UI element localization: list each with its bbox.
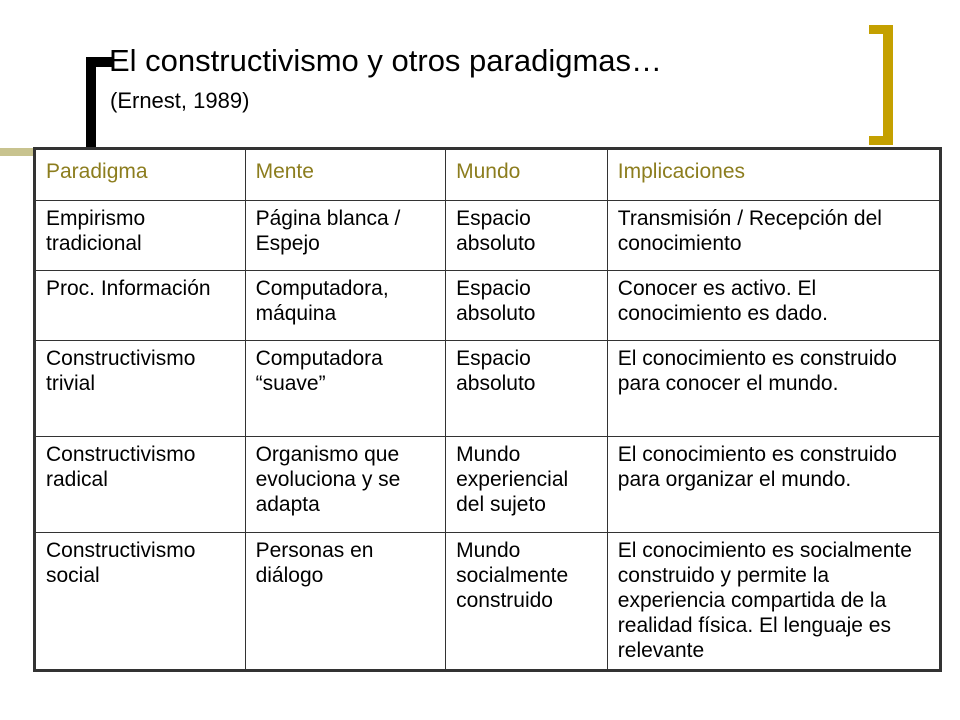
- cell-mente: Computadora, máquina: [245, 271, 446, 341]
- cell-implicaciones: Transmisión / Recepción del conocimiento: [607, 201, 940, 271]
- header-paradigma: Paradigma: [35, 149, 246, 201]
- right-bracket-bottom-decoration: [869, 136, 893, 145]
- cell-mundo: Mundo experiencial del sujeto: [446, 437, 608, 533]
- header-mundo: Mundo: [446, 149, 608, 201]
- cell-mente: Computadora “suave”: [245, 341, 446, 437]
- cell-implicaciones: El conocimiento es construido para organizar el mundo.: [607, 437, 940, 533]
- cell-implicaciones: Conocer es activo. El conocimiento es dado.: [607, 271, 940, 341]
- cell-mente: Página blanca / Espejo: [245, 201, 446, 271]
- cell-paradigma: Constructivismo radical: [35, 437, 246, 533]
- cell-paradigma: Empirismo tradicional: [35, 201, 246, 271]
- cell-mente: Personas en diálogo: [245, 533, 446, 671]
- table-row: [35, 533, 941, 671]
- cell-mundo: Espacio absoluto: [446, 201, 608, 271]
- table-row: [35, 201, 941, 271]
- table-row: [35, 437, 941, 533]
- cell-mundo: Mundo socialmente construido: [446, 533, 608, 671]
- slide-subtitle: (Ernest, 1989): [110, 88, 250, 113]
- header-implicaciones: Implicaciones: [607, 149, 940, 201]
- cell-mundo: Espacio absoluto: [446, 271, 608, 341]
- cell-mundo: Espacio absoluto: [446, 341, 608, 437]
- table-row: [35, 271, 941, 341]
- table-header-row: [35, 149, 941, 201]
- cell-paradigma: Constructivismo social: [35, 533, 246, 671]
- decorative-olive-line: [0, 148, 36, 156]
- right-bracket-decoration: [883, 25, 893, 145]
- cell-implicaciones: El conocimiento es construido para conocer el mundo.: [607, 341, 940, 437]
- table-row: [35, 341, 941, 437]
- cell-mente: Organismo que evoluciona y se adapta: [245, 437, 446, 533]
- cell-paradigma: Proc. Información: [35, 271, 246, 341]
- cell-implicaciones: El conocimiento es socialmente construido y permite la experiencia compartida de la realidad física. El lenguaje es relevante: [607, 533, 940, 671]
- right-bracket-top-decoration: [869, 25, 893, 34]
- cell-paradigma: Constructivismo trivial: [35, 341, 246, 437]
- paradigms-table: [33, 147, 942, 672]
- slide-title: El constructivismo y otros paradigmas…: [109, 43, 663, 78]
- header-mente: Mente: [245, 149, 446, 201]
